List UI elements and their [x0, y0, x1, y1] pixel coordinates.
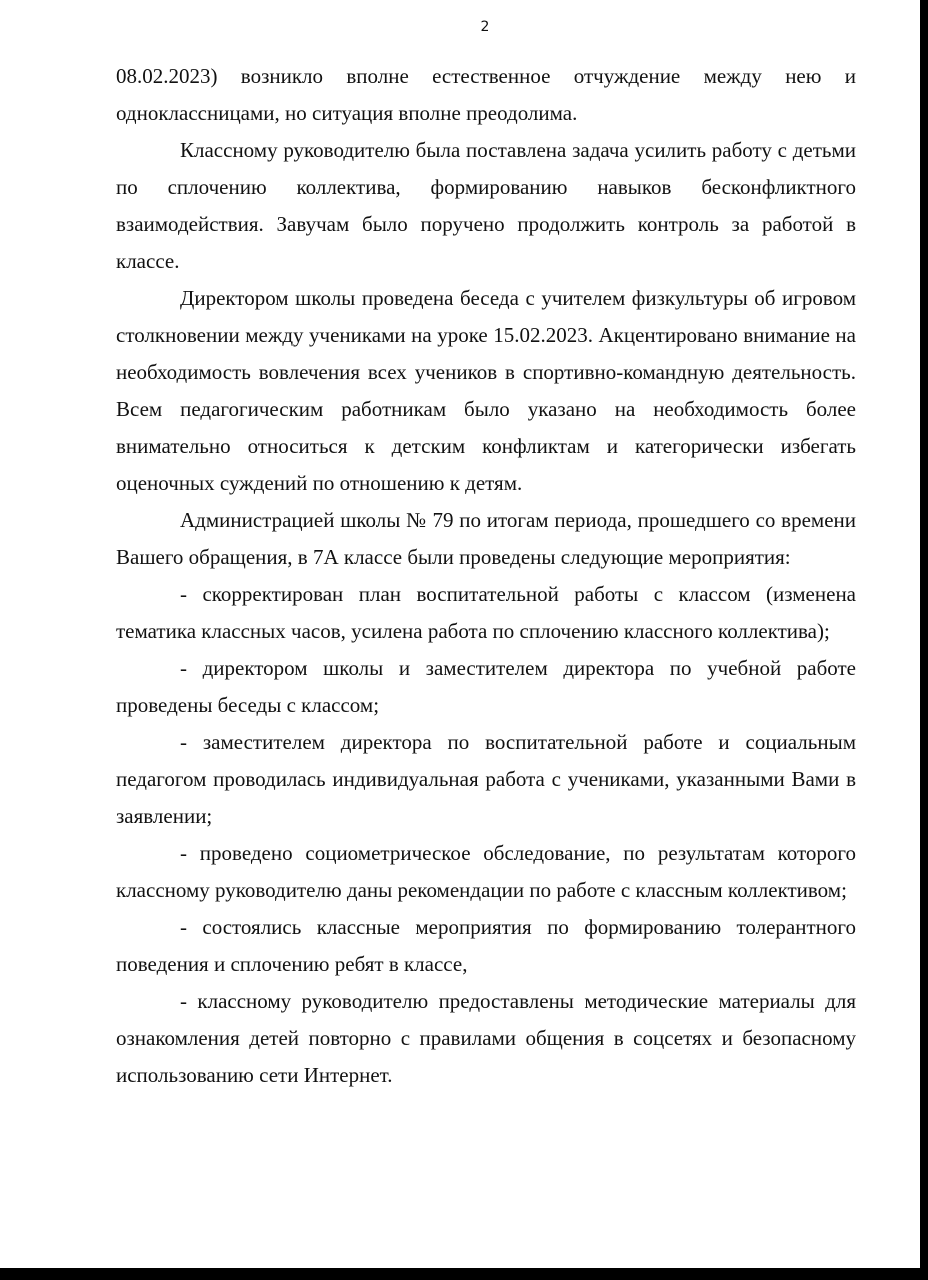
list-item-sociometric-survey: - проведено социометрическое обследование, по результатам которого классному руководителю даны рекомендации по работе с классным коллективом; — [116, 841, 856, 902]
list-item-individual-work: - заместителем директора по воспитательной работе и социальным педагогом проводилась индивидуальная работа с учениками, указанными Вами в заявлении; — [116, 730, 856, 828]
paragraph-continuation: 08.02.2023) возникло вполне естественное отчуждение между нею и одноклассницами, но ситуация вполне преодолима. — [116, 64, 856, 125]
list-item-conversations-held: - директором школы и заместителем директора по учебной работе проведены беседы с классом; — [116, 656, 856, 717]
page-number: 2 — [480, 19, 490, 35]
paragraph-class-teacher-task: Классному руководителю была поставлена задача усилить работу с детьми по сплочению коллектива, формированию навыков бесконфликтного взаимодействия. Завучам было поручено продолжить контроль за работой в классе. — [116, 138, 856, 273]
list-item-plan-adjusted: - скорректирован план воспитательной работы с классом (изменена тематика классных часов, усилена работа по сплочению классного коллектива); — [116, 582, 856, 643]
list-item-methodical-materials: - классному руководителю предоставлены методические материалы для ознакомления детей повторно с правилами общения в соцсетях и безопасному использованию сети Интернет. — [116, 989, 856, 1087]
paragraph-director-conversation: Директором школы проведена беседа с учителем физкультуры об игровом столкновении между учениками на уроке 15.02.2023. Акцентировано внимание на необходимость вовлечения всех учеников в спортивно-командную деятельность. Всем педагогическим работникам было указано на необходимость более внимательно относиться к детским конфликтам и категорически избегать оценочных суждений по отношению к детям. — [116, 286, 856, 495]
list-item-class-events: - состоялись классные мероприятия по формированию толерантного поведения и сплочению ребят в классе, — [116, 915, 856, 976]
document-body — [116, 58, 856, 1094]
paragraph-administration-measures: Администрацией школы № 79 по итогам периода, прошедшего со времени Вашего обращения, в 7А классе были проведены следующие мероприятия: — [116, 508, 856, 569]
